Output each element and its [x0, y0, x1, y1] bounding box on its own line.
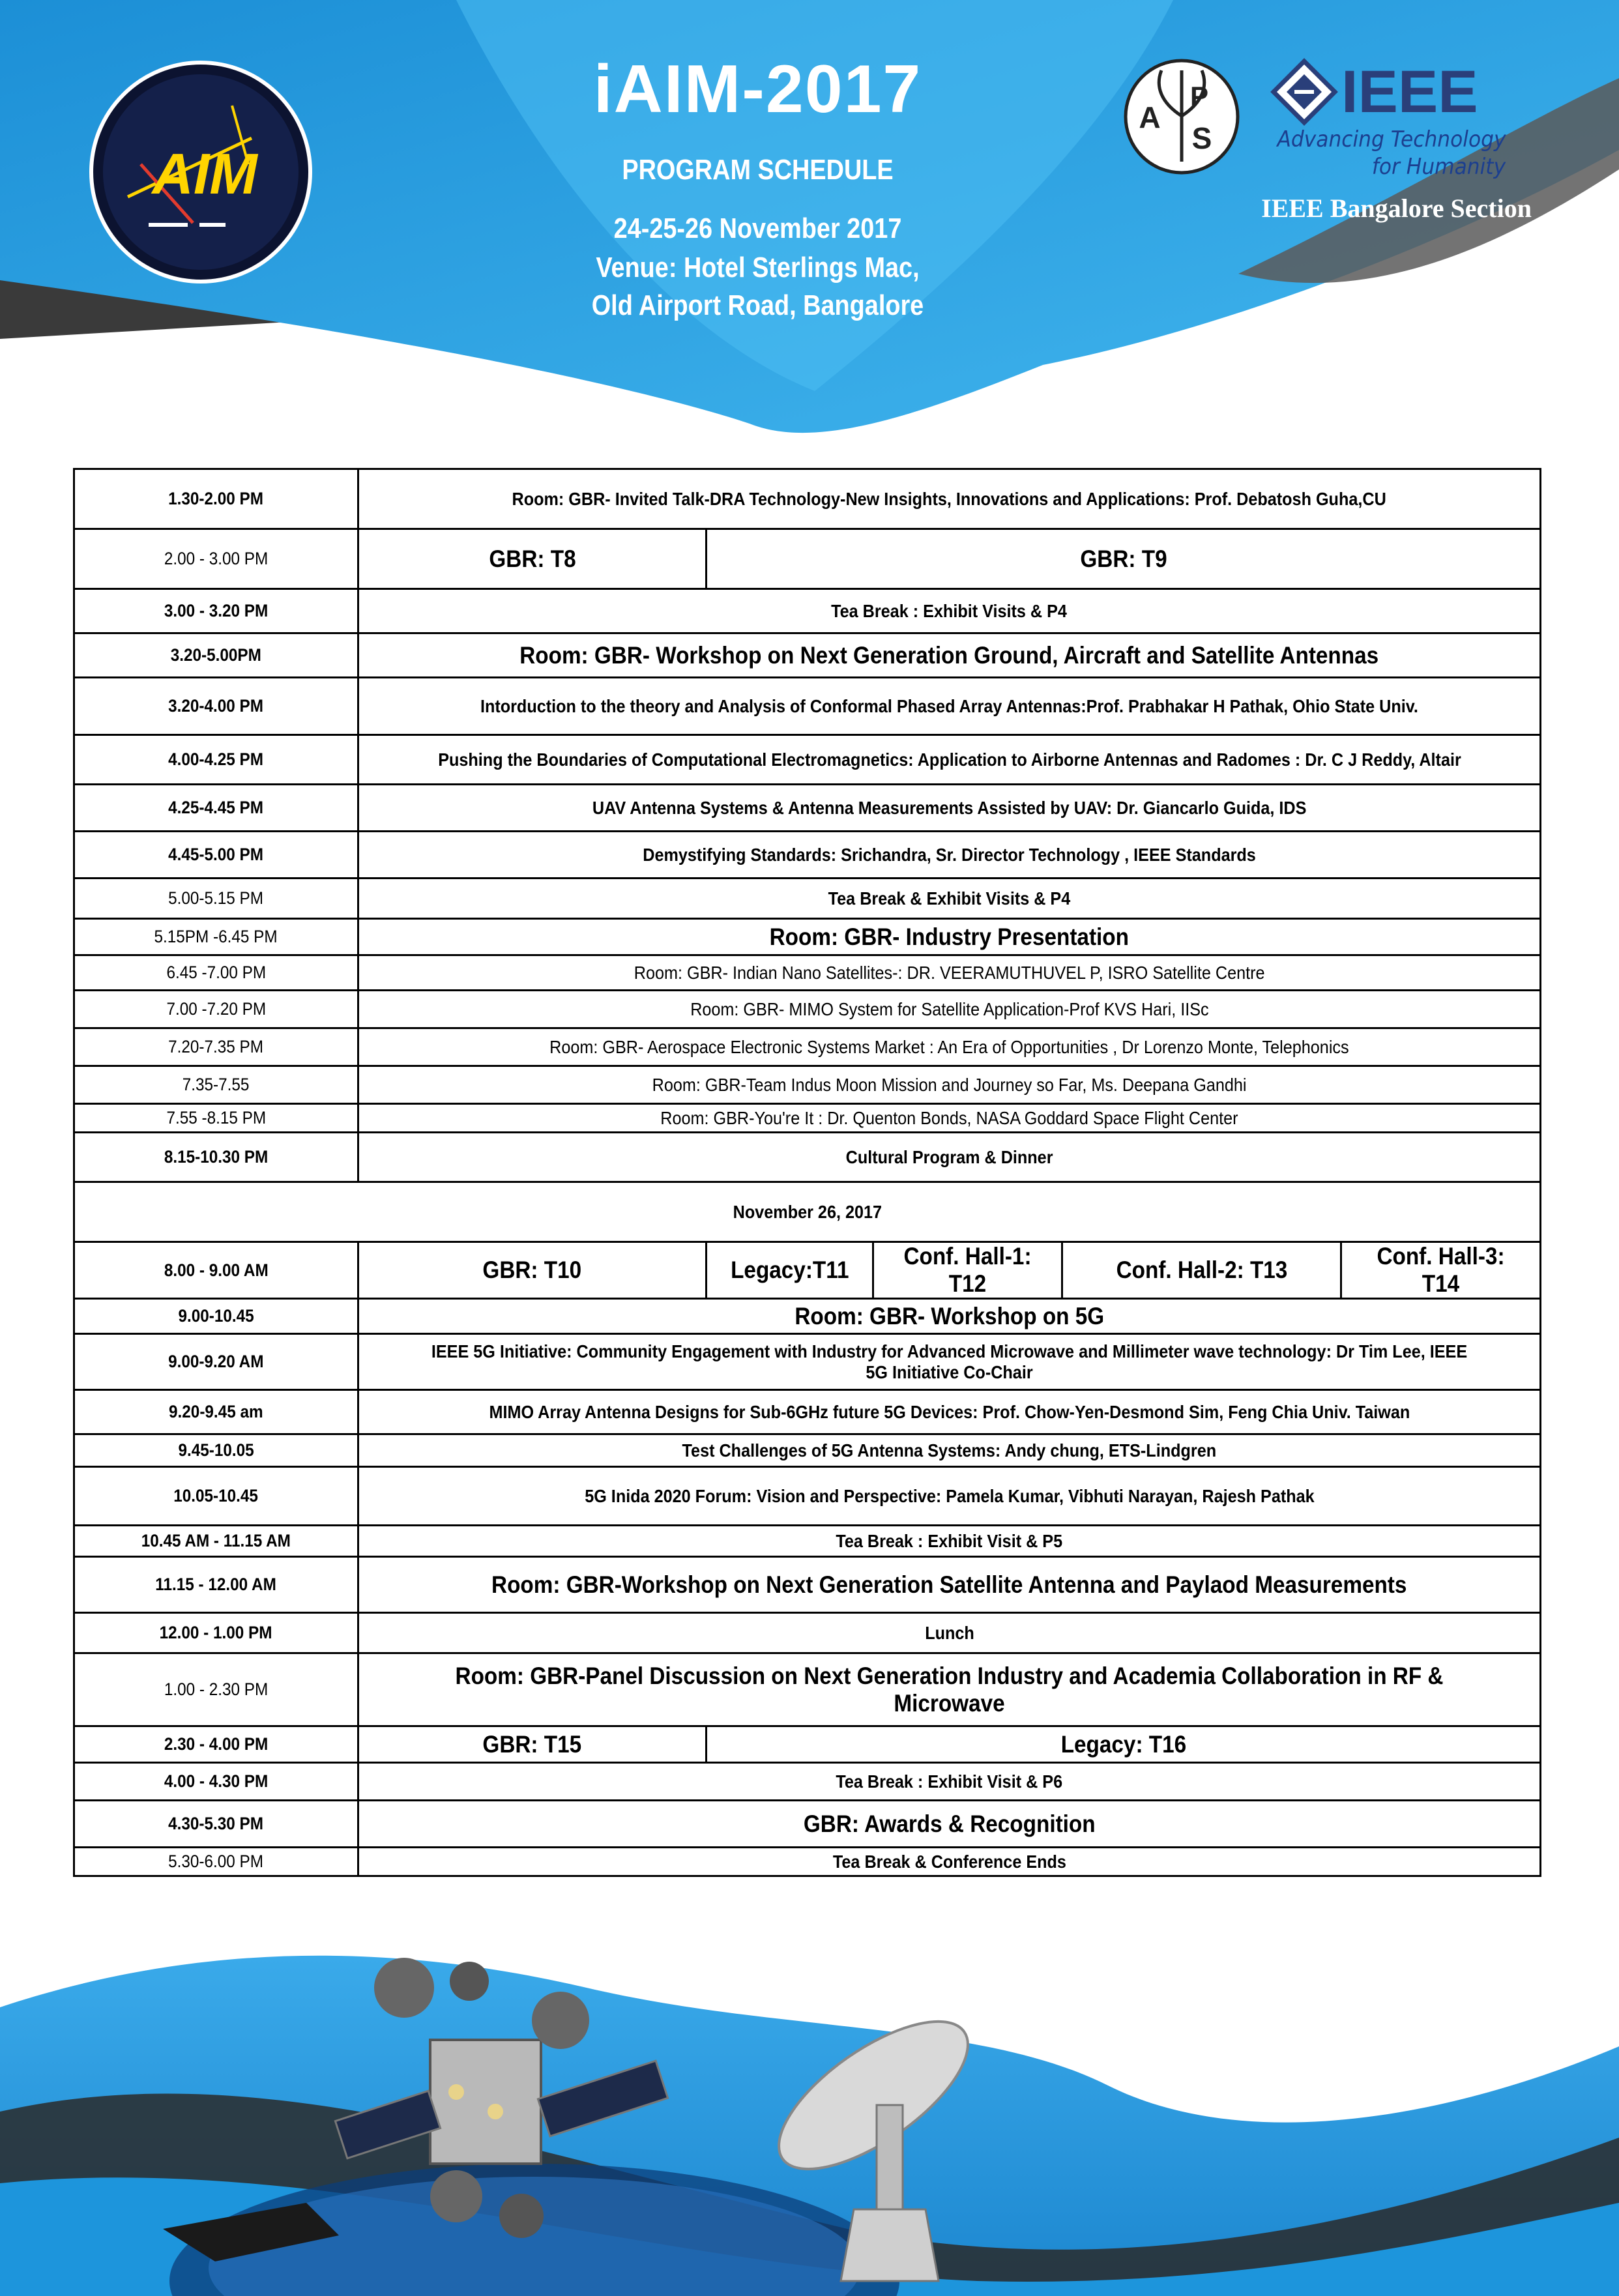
schedule-session-label: MIMO Array Antenna Designs for Sub-6GHz future 5G Devices: Prof. Chow-Yen-Desmond Sim, Feng Chia Univ. Taiwan	[489, 1401, 1410, 1422]
schedule-time	[74, 1526, 358, 1557]
schedule-time-label: 9.00-9.20 AM	[168, 1352, 264, 1371]
schedule-row	[74, 1242, 1541, 1299]
schedule-session-label: Tea Break : Exhibit Visit & P6	[836, 1771, 1063, 1792]
schedule-time-label: 11.15 - 12.00 AM	[155, 1575, 277, 1594]
schedule-session-label: Tea Break & Conference Ends	[832, 1851, 1066, 1872]
schedule-time-label: 4.30-5.30 PM	[168, 1814, 264, 1833]
schedule-session	[358, 1557, 1541, 1613]
schedule-time	[74, 1028, 358, 1066]
schedule-session-label: Demystifying Standards: Srichandra, Sr. Director Technology , IEEE Standards	[643, 844, 1256, 865]
schedule-time-label: 9.20-9.45 am	[169, 1402, 263, 1421]
schedule-row	[74, 879, 1541, 919]
schedule-row	[74, 991, 1541, 1028]
schedule-row	[74, 735, 1541, 785]
schedule-session-label: GBR: T8	[488, 545, 576, 572]
schedule-time	[74, 785, 358, 832]
schedule-session-label: Cultural Program & Dinner	[845, 1146, 1053, 1167]
schedule-session	[358, 1334, 1541, 1390]
schedule-time-label: 7.00 -7.20 PM	[166, 999, 266, 1019]
schedule-time-label: 7.20-7.35 PM	[168, 1037, 264, 1056]
schedule-time	[74, 589, 358, 633]
schedule-session	[358, 1848, 1541, 1876]
schedule-row	[74, 1848, 1541, 1876]
schedule-session	[707, 1726, 1541, 1763]
schedule-time	[74, 1104, 358, 1133]
schedule-time	[74, 1390, 358, 1434]
schedule-session	[358, 1801, 1541, 1848]
schedule-session-label: Tea Break : Exhibit Visits & P4	[831, 600, 1068, 621]
schedule-time	[74, 879, 358, 919]
schedule-session-label: Intorduction to the theory and Analysis of Conformal Phased Array Antennas:Prof. Prabhakar H Pathak, Ohio State Univ.	[480, 695, 1418, 716]
schedule-session	[873, 1242, 1062, 1299]
schedule-session-label: GBR: T15	[482, 1730, 582, 1758]
footer-illustration	[0, 1890, 1619, 2296]
venue-line-2: Old Airport Road, Bangalore	[591, 289, 924, 321]
schedule-session-label: Conf. Hall-2: T13	[1116, 1257, 1287, 1283]
schedule-time	[74, 1133, 358, 1182]
schedule-session	[358, 879, 1541, 919]
ieee-tagline-1: Advancing Technology	[1277, 126, 1506, 153]
schedule-session	[358, 469, 1541, 529]
schedule-time	[74, 1613, 358, 1653]
schedule-row	[74, 1182, 1541, 1242]
schedule-time	[74, 1763, 358, 1801]
schedule-row	[74, 1390, 1541, 1434]
schedule-time-label: 10.05-10.45	[173, 1486, 259, 1505]
schedule-session-label: Room: GBR-Workshop on Next Generation Satellite Antenna and Paylaod Measurements	[491, 1571, 1407, 1598]
schedule-row	[74, 1763, 1541, 1801]
schedule-row	[74, 955, 1541, 991]
ieee-diamond-icon	[1274, 61, 1335, 123]
schedule-time-label: 4.45-5.00 PM	[168, 845, 264, 864]
schedule-time	[74, 469, 358, 529]
schedule-session	[358, 1299, 1541, 1334]
schedule-session	[358, 1526, 1541, 1557]
schedule-session	[358, 1653, 1541, 1726]
schedule-session-label: Pushing the Boundaries of Computational Electromagnetics: Application to Airborne Antennas and Radomes : Dr. C J Reddy, Altair	[437, 749, 1461, 770]
schedule-session	[358, 1104, 1541, 1133]
schedule-row	[74, 1467, 1541, 1526]
svg-text:IEEE: IEEE	[1341, 59, 1478, 125]
schedule-session	[358, 1133, 1541, 1182]
schedule-session	[358, 955, 1541, 991]
schedule-time-label: 10.45 AM - 11.15 AM	[141, 1531, 291, 1550]
schedule-time	[74, 1467, 358, 1526]
svg-text:S: S	[1191, 121, 1212, 155]
schedule-time-label: 8.15-10.30 PM	[164, 1147, 269, 1167]
schedule-time-label: 7.35-7.55	[182, 1075, 250, 1094]
event-dates: 24-25-26 November 2017	[613, 212, 902, 244]
schedule-time-label: 12.00 - 1.00 PM	[160, 1623, 272, 1642]
schedule-time	[74, 633, 358, 678]
schedule-session	[1341, 1242, 1541, 1299]
schedule-session-label: Lunch	[924, 1622, 974, 1643]
schedule-session-label: November 26, 2017	[733, 1201, 882, 1222]
schedule-time-label: 2.00 - 3.00 PM	[164, 549, 269, 568]
schedule-session	[358, 529, 707, 589]
schedule-time-label: 9.45-10.05	[178, 1440, 254, 1460]
schedule-session-label: GBR: Awards & Recognition	[803, 1810, 1096, 1837]
schedule-time-label: 8.00 - 9.00 AM	[164, 1260, 269, 1280]
schedule-time-label: 4.00 - 4.30 PM	[164, 1771, 269, 1791]
schedule-row	[74, 1028, 1541, 1066]
schedule-session-label: GBR: T9	[1079, 545, 1167, 572]
schedule-session-label: GBR: T10	[482, 1257, 582, 1283]
schedule-session-label: Tea Break & Exhibit Visits & P4	[828, 888, 1071, 908]
schedule-session	[358, 1763, 1541, 1801]
schedule-row	[74, 529, 1541, 589]
schedule-time	[74, 1242, 358, 1299]
schedule-session	[358, 735, 1541, 785]
schedule-time	[74, 1557, 358, 1613]
svg-text:AIM: AIM	[152, 141, 257, 206]
schedule-session-label: Room: GBR- Indian Nano Satellites-: DR. VEERAMUTHUVEL P, ISRO Satellite Centre	[634, 962, 1265, 983]
schedule-session-label: Room: GBR-Panel Discussion on Next Generation Industry and Academia Collaboration in RF & Microwave	[455, 1662, 1444, 1717]
schedule-time	[74, 529, 358, 589]
schedule-session	[358, 832, 1541, 879]
schedule-row	[74, 919, 1541, 955]
schedule-row	[74, 469, 1541, 529]
schedule-time-label: 5.15PM -6.45 PM	[154, 927, 278, 946]
schedule-session	[358, 1028, 1541, 1066]
schedule-session	[358, 919, 1541, 955]
aps-logo	[1122, 57, 1241, 176]
schedule-time	[74, 1334, 358, 1390]
schedule-time	[74, 1653, 358, 1726]
schedule-session	[358, 1390, 1541, 1434]
schedule-row	[74, 1801, 1541, 1848]
schedule-session	[358, 633, 1541, 678]
schedule-session	[358, 1066, 1541, 1104]
venue-line-1: Venue: Hotel Sterlings Mac,	[596, 252, 920, 283]
schedule-row	[74, 1104, 1541, 1133]
schedule-session	[707, 1242, 873, 1299]
schedule-session-label: Tea Break : Exhibit Visit & P5	[836, 1530, 1063, 1551]
schedule-session	[358, 1613, 1541, 1653]
schedule-session	[358, 1726, 707, 1763]
schedule-time-label: 1.30-2.00 PM	[168, 489, 264, 508]
schedule-time-label: 9.00-10.45	[178, 1306, 254, 1326]
schedule-time	[74, 991, 358, 1028]
schedule-row	[74, 1334, 1541, 1390]
schedule-time	[74, 1434, 358, 1467]
page-title: iAIM-2017	[593, 51, 922, 127]
schedule-body	[74, 469, 1541, 1876]
schedule-row	[74, 1526, 1541, 1557]
schedule-session-label: Room: GBR-Team Indus Moon Mission and Journey so Far, Ms. Deepana Gandhi	[652, 1074, 1247, 1095]
schedule-session-label: IEEE 5G Initiative: Community Engagement with Industry for Advanced Microwave and Millimeter wave technology: Dr Tim Lee, IEEE 5G Initiative Co-Chair	[431, 1341, 1468, 1382]
schedule-time	[74, 955, 358, 991]
schedule-session	[358, 991, 1541, 1028]
schedule-session-label: Legacy:T11	[730, 1257, 849, 1283]
ieee-tagline-2: for Humanity	[1371, 154, 1506, 180]
schedule-session-label: Room: GBR- Workshop on 5G	[795, 1302, 1104, 1330]
schedule-time-label: 2.30 - 4.00 PM	[164, 1734, 269, 1754]
ieee-section-label: IEEE Bangalore Section	[1261, 194, 1532, 223]
schedule-session-label: Room: GBR- MIMO System for Satellite Application-Prof KVS Hari, IISc	[690, 998, 1209, 1019]
schedule-row	[74, 1653, 1541, 1726]
schedule-row	[74, 1557, 1541, 1613]
schedule-session	[358, 678, 1541, 735]
schedule-session-label: UAV Antenna Systems & Antenna Measurements Assisted by UAV: Dr. Giancarlo Guida, IDS	[592, 797, 1307, 818]
schedule-row	[74, 1613, 1541, 1653]
schedule-row	[74, 1299, 1541, 1334]
schedule-time-label: 4.00-4.25 PM	[168, 749, 264, 769]
schedule-row	[74, 1133, 1541, 1182]
schedule-session-label: Conf. Hall-3: T14	[1377, 1243, 1505, 1297]
schedule-session-label: Legacy: T16	[1060, 1730, 1186, 1758]
schedule-time	[74, 1848, 358, 1876]
schedule-session	[358, 785, 1541, 832]
schedule-row	[74, 678, 1541, 735]
schedule-row	[74, 1434, 1541, 1467]
schedule-row	[74, 832, 1541, 879]
schedule-session-label: Room: GBR- Industry Presentation	[769, 923, 1130, 950]
schedule-session	[358, 1467, 1541, 1526]
schedule-time-label: 1.00 - 2.30 PM	[164, 1679, 269, 1699]
schedule-time-label: 3.20-4.00 PM	[168, 696, 264, 716]
schedule-session	[1062, 1242, 1341, 1299]
schedule-session-label: Conf. Hall-1: T12	[903, 1243, 1032, 1297]
schedule-time	[74, 919, 358, 955]
schedule-table	[73, 468, 1541, 1877]
schedule-time-label: 4.25-4.45 PM	[168, 798, 264, 817]
schedule-session-label: 5G Inida 2020 Forum: Vision and Perspective: Pamela Kumar, Vibhuti Narayan, Rajesh Pathak	[584, 1485, 1315, 1506]
schedule-time	[74, 1726, 358, 1763]
svg-text:A: A	[1139, 100, 1161, 134]
schedule-time	[74, 1299, 358, 1334]
schedule-row	[74, 633, 1541, 678]
schedule-time-label: 6.45 -7.00 PM	[166, 963, 266, 982]
schedule-session-label: Room: GBR- Workshop on Next Generation Ground, Aircraft and Satellite Antennas	[519, 641, 1379, 669]
schedule-session-label: Room: GBR-You're It : Dr. Quenton Bonds, NASA Goddard Space Flight Center	[660, 1107, 1238, 1128]
schedule-row	[74, 785, 1541, 832]
schedule-time	[74, 1066, 358, 1104]
schedule-time-label: 3.20-5.00PM	[170, 645, 262, 665]
schedule-session-label: Test Challenges of 5G Antenna Systems: Andy chung, ETS-Lindgren	[682, 1440, 1217, 1460]
iaim-logo	[89, 60, 313, 284]
schedule-time-label: 5.30-6.00 PM	[168, 1852, 264, 1871]
schedule-session	[358, 589, 1541, 633]
schedule-time	[74, 735, 358, 785]
svg-text:P: P	[1189, 81, 1209, 111]
schedule-time	[74, 1801, 358, 1848]
ieee-logo	[1268, 56, 1516, 128]
schedule-time-label: 3.00 - 3.20 PM	[164, 601, 269, 620]
schedule-time	[74, 678, 358, 735]
schedule-session-label: Room: GBR- Aerospace Electronic Systems Market : An Era of Opportunities , Dr Lorenzo Monte, Telephonics	[549, 1036, 1349, 1057]
schedule-time	[74, 832, 358, 879]
schedule-date-heading	[74, 1182, 1541, 1242]
schedule-session	[358, 1242, 707, 1299]
schedule-row	[74, 1066, 1541, 1104]
schedule-time-label: 7.55 -8.15 PM	[166, 1108, 266, 1127]
schedule-time-label: 5.00-5.15 PM	[168, 888, 264, 908]
schedule-session	[707, 529, 1541, 589]
schedule-row	[74, 1726, 1541, 1763]
schedule-row	[74, 589, 1541, 633]
schedule-session	[358, 1434, 1541, 1467]
schedule-session-label: Room: GBR- Invited Talk-DRA Technology-New Insights, Innovations and Applications: Prof. Debatosh Guha,CU	[512, 488, 1387, 509]
page-subtitle: PROGRAM SCHEDULE	[622, 154, 894, 186]
